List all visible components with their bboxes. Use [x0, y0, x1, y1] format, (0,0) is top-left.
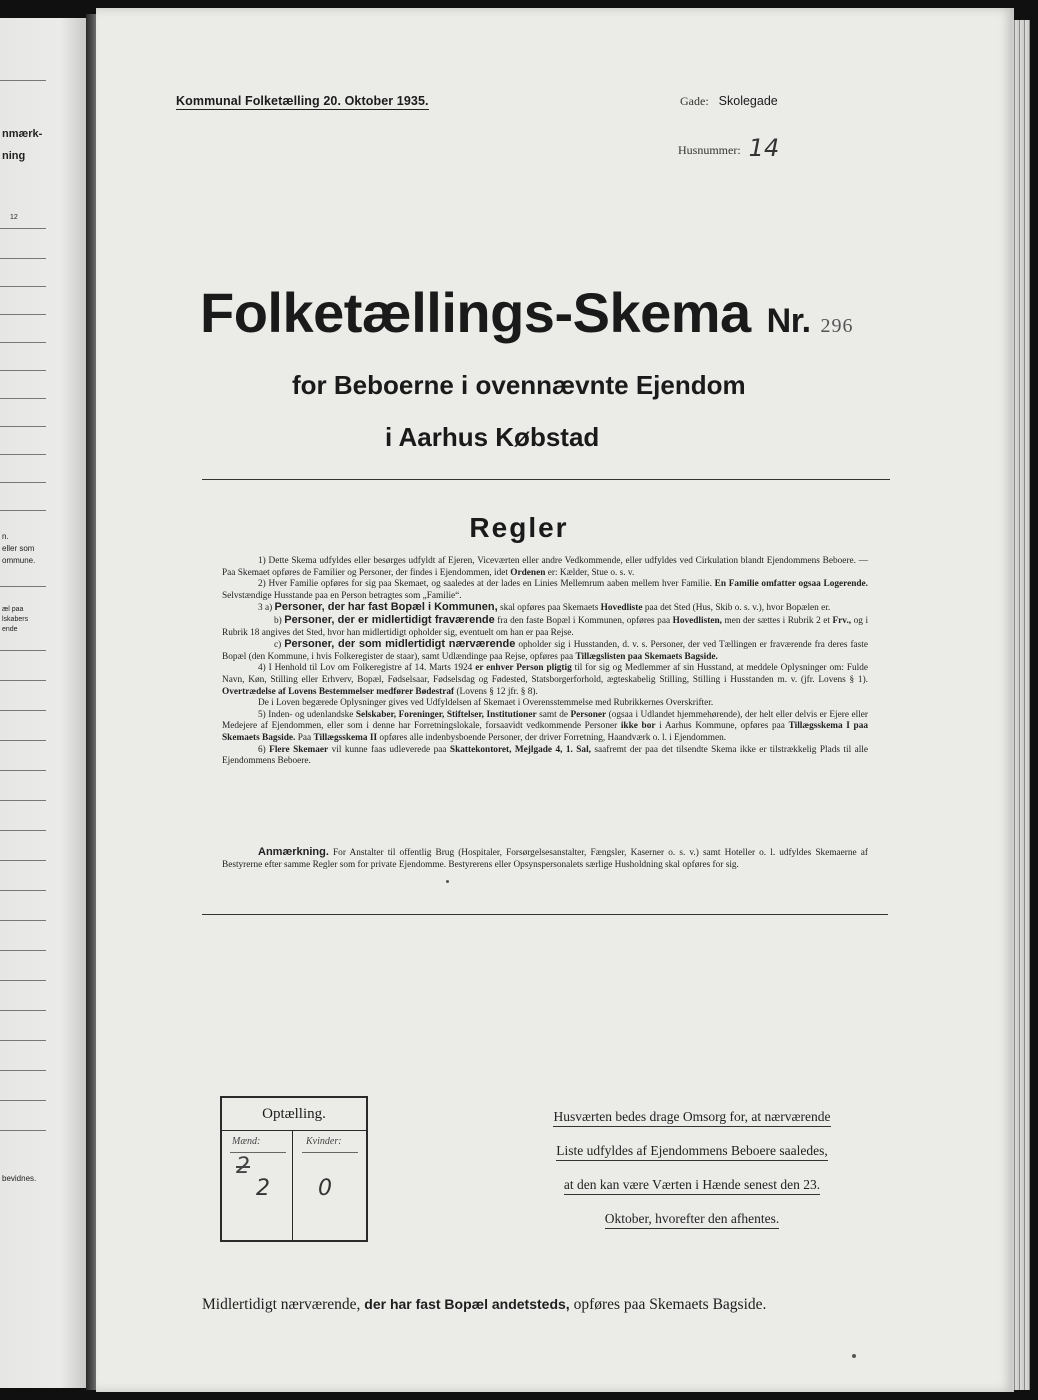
- ruled-line: [0, 740, 46, 741]
- form-number-value: 296: [820, 315, 854, 337]
- left-column-number: 12: [10, 214, 18, 221]
- men-label-underline: [230, 1152, 286, 1153]
- left-fragment: æl paa: [2, 606, 24, 613]
- form-subtitle-city: i Aarhus Købstad: [385, 422, 600, 452]
- adjacent-page-strip: [0, 18, 86, 1388]
- left-fragment: bevidnes.: [2, 1174, 37, 1183]
- ruled-line: [0, 314, 46, 315]
- notice-line: Liste udfyldes af Ejendommens Beboere saaledes,: [556, 1143, 827, 1161]
- form-title-main: Folketællings-Skema: [200, 281, 751, 344]
- ruled-line: [0, 258, 46, 259]
- notice-line: Oktober, hvorefter den afhentes.: [605, 1211, 780, 1229]
- men-value: 2: [256, 1176, 270, 1201]
- ruled-line: [0, 950, 46, 951]
- rules-text: [222, 556, 868, 768]
- form-title: [200, 280, 854, 345]
- ruled-line: [0, 398, 46, 399]
- women-value: 0: [318, 1176, 332, 1201]
- women-label: Kvinder:: [306, 1136, 342, 1147]
- ruled-line: [0, 454, 46, 455]
- rule-6: 6) Flere Skemaer vil kunne faas udleverede paa Skattekontoret, Mejlgade 4, 1. Sal, saafremt der paa det tilsendte Skema ikke er tilstrækkelig Plads til alle Ejendommens Beboere.: [222, 744, 868, 767]
- ruled-line: [0, 370, 46, 371]
- ruled-line: [0, 1010, 46, 1011]
- ruled-line: [0, 650, 46, 651]
- ruled-line: [0, 228, 46, 229]
- left-fragment: ende: [2, 626, 18, 633]
- rule-2: 2) Hver Familie opføres for sig paa Skemaet, og saaledes at der lades en Linies Mellemrum aaben mellem hver Familie. En Familie omfatter ogsaa Logerende. Selvstændige Husstande paa en Person betragtes som „Familie“.: [222, 579, 868, 601]
- footer-part-bold: der har fast Bopæl andetsteds,: [364, 1296, 570, 1312]
- ruled-line: [0, 710, 46, 711]
- ruled-line: [0, 830, 46, 831]
- annotation-text: For Anstalter til offentlig Brug (Hospitaler, Forsørgelsesanstalter, Fængsler, Kaserner o. s. v.) samt Hoteller o. l. udfyldes Skemaerne af Bestyrerne efter samme Regler som for private Ejendomme. Bestyrerens eller Opsynspersonalets særlige Husholdning skal opføres for sig.: [222, 848, 868, 870]
- census-heading: Kommunal Folketælling 20. Oktober 1935.: [176, 94, 429, 108]
- rule-1: 1) Dette Skema udfyldes eller besørges udfyldt af Ejeren, Viceværten eller andre Vedkommende, eller udfyldes ved Cirkulation blandt Ejendommens Beboere. — Paa Skemaet opføres de Familier og Personer, der findes i Ejendommen, idet Ordenen er: Kælder, Stue o. s. v.: [222, 556, 868, 578]
- women-label-underline: [302, 1152, 358, 1153]
- ruled-line: [0, 980, 46, 981]
- house-number-value: 14: [748, 134, 780, 162]
- men-label: Mænd:: [232, 1136, 261, 1147]
- left-fragment: lskabers: [2, 616, 29, 623]
- left-fragment: eller som: [2, 544, 35, 553]
- landlord-notice: [512, 1100, 872, 1236]
- house-number-field: [678, 132, 779, 160]
- annotation-note: [222, 847, 868, 872]
- street-label: Gade:: [680, 94, 709, 108]
- form-number-label: Nr.: [766, 302, 811, 340]
- rule-3a: 3 a) Personer, der har fast Bopæl i Kommunen, skal opføres paa Skemaets Hovedliste paa det Sted (Hus, Skib o. s. v.), hvor Bopælen er.: [258, 601, 831, 614]
- left-heading-line2: ning: [2, 150, 26, 162]
- ruled-line: [0, 1040, 46, 1041]
- house-number-label: Husnummer:: [678, 143, 741, 157]
- street-field: [680, 92, 778, 110]
- notice-line: at den kan være Værten i Hænde senest den 23.: [564, 1177, 820, 1195]
- left-heading-line1: nmærk-: [2, 128, 43, 140]
- rule-4: 4) I Henhold til Lov om Folkeregistre af 14. Marts 1924 er enhver Person pligtig til for sig og Medlemmer af sin Husstand, at meddele Oplysninger om: Fulde Navn, Køn, Stilling eller Erhverv, Bopæl, Fødselsaar, Fødselsdag og Fødested, Statsborgerforhold, ægteskabelig Stilling, Stilling i Husstanden m. v. (jfr. Lovens § 1). Overtrædelse af Lovens Bestemmelser medfører Bødestraf (Lovens § 12 jfr. § 8).: [222, 663, 869, 697]
- street-value: Skolegade: [718, 94, 778, 108]
- rule-3c: c) Personer, der som midlertidigt nærværende opholder sig i Husstanden, d. v. s. Personer, der ved Tællingen er fraværende fra deres faste Bopæl (den Kommune, i hvis Folkeregister de staar), samt Udlændinge paa Rejse, opføres paa Tillægslisten paa Skemaets Bagside.: [222, 638, 869, 662]
- ruled-line: [0, 680, 46, 681]
- divider: [202, 479, 890, 480]
- form-subtitle: for Beboerne i ovennævnte Ejendom: [292, 370, 746, 400]
- footer-note: [202, 1296, 882, 1314]
- count-box: [220, 1096, 368, 1242]
- ruled-line: [0, 1100, 46, 1101]
- ruled-line: [0, 860, 46, 861]
- left-fragment: ommune.: [2, 556, 36, 565]
- annotation-label: Anmærkning.: [258, 846, 329, 858]
- ruled-line: [0, 1130, 46, 1131]
- ruled-line: [0, 920, 46, 921]
- count-box-divider: [292, 1131, 293, 1240]
- footer-part: opføres paa Skemaets Bagside.: [573, 1296, 767, 1313]
- ruled-line: [0, 586, 46, 587]
- ruled-line: [0, 482, 46, 483]
- ruled-line: [0, 890, 46, 891]
- men-value-struck: 2: [236, 1154, 250, 1179]
- paper-speck: [852, 1354, 856, 1358]
- ruled-line: [0, 1070, 46, 1071]
- rule-5: 5) Inden- og udenlandske Selskaber, Foreninger, Stiftelser, Institutioner samt de Personer (ogsaa i Udlandet hjemmehørende), der helt eller delvis er Ejere eller Medejere af Ejendommen, eller som i denne har Forretningslokale, forsaavidt vedkommende Personer ikke bor i Aarhus Kommune, opføres paa Tillægsskema I paa Skemaets Bagside. Paa Tillægsskema II opføres alle indenbysboende Personer, der driver Forretning, Haandværk o. l. i Ejendommen.: [222, 709, 869, 743]
- ruled-line: [0, 80, 46, 81]
- ruled-line: [0, 426, 46, 427]
- ruled-line: [0, 342, 46, 343]
- rule-4b: De i Loven begærede Oplysninger gives ved Udfyldelsen af Skemaet i Overensstemmelse med Rubrikkernes Overskrifter.: [258, 698, 714, 709]
- rule-3b: b) Personer, der er midlertidigt fraværende fra den faste Bopæl i Kommunen, opføres paa Hovedlisten, men der sættes i Rubrik 2 et Frv., og i Rubrik 18 angives det Sted, hvor han midlertidigt opholder sig, eventuelt om han er paa Rejse.: [222, 613, 869, 638]
- count-box-title: Optælling.: [222, 1098, 366, 1131]
- footer-part: Midlertidigt nærværende,: [202, 1296, 361, 1313]
- divider: [202, 914, 888, 915]
- ruled-line: [0, 770, 46, 771]
- ruled-line: [0, 800, 46, 801]
- notice-line: Husværten bedes drage Omsorg for, at nærværende: [553, 1109, 830, 1127]
- page-edges: [1012, 20, 1030, 1390]
- ruled-line: [0, 510, 46, 511]
- ruled-line: [0, 286, 46, 287]
- paper-speck: [446, 880, 449, 883]
- left-fragment: n.: [2, 532, 9, 541]
- rules-heading: Regler: [469, 512, 569, 543]
